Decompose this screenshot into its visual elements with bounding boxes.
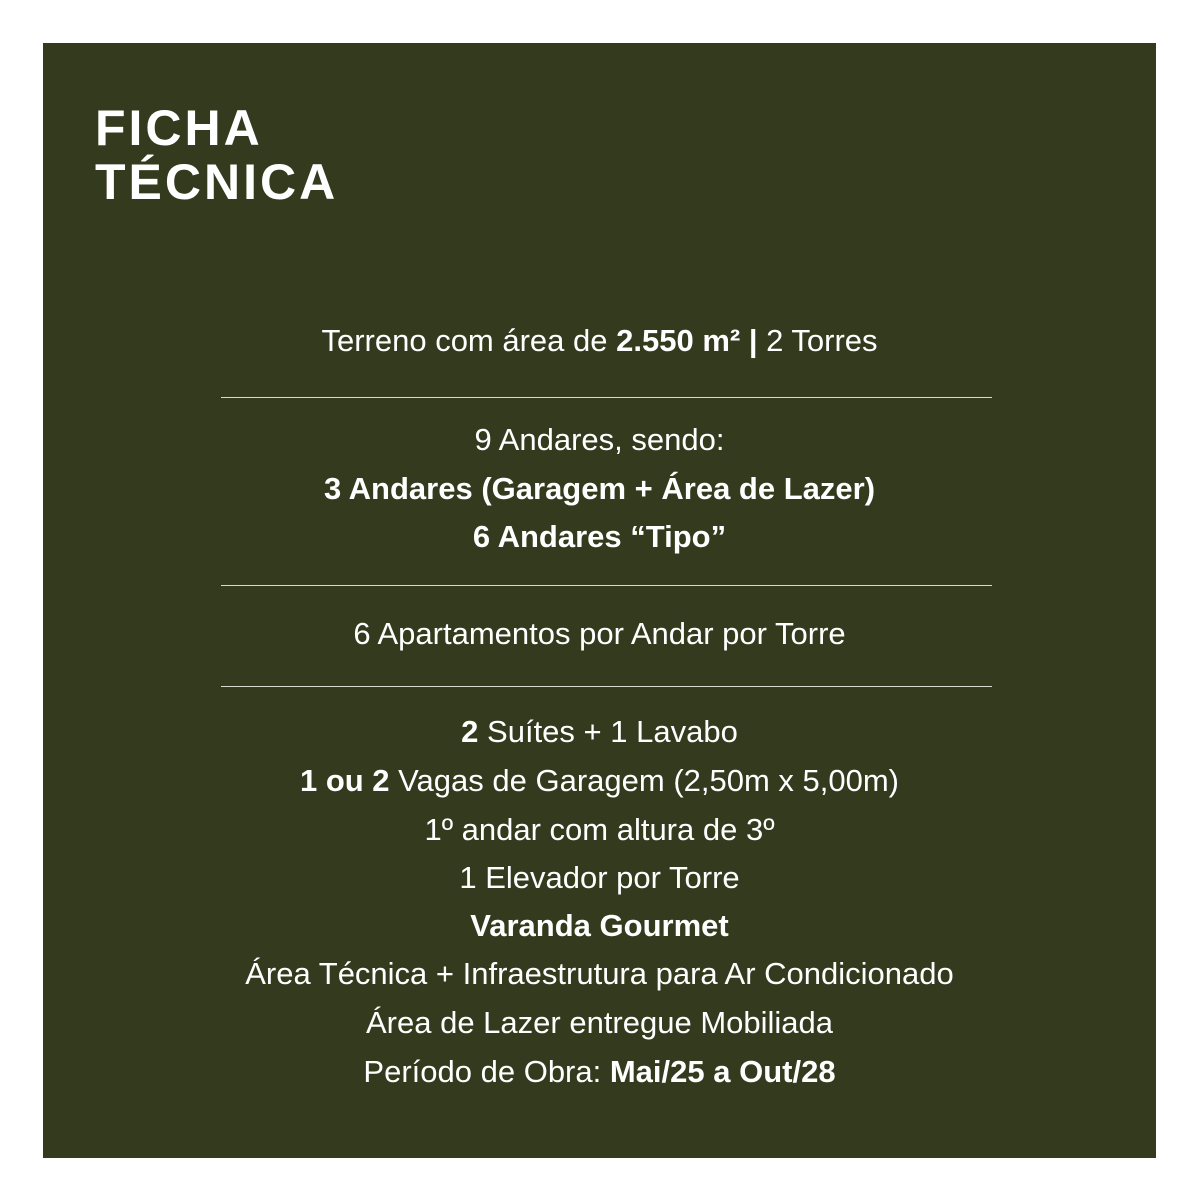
andares-item-1: [43, 471, 1156, 507]
vagas-text: Vagas de Garagem (2,50m x 5,00m): [389, 763, 900, 798]
terreno-separator: |: [740, 323, 767, 358]
spec-sheet-panel: [43, 43, 1156, 1158]
suites-text: Suítes + 1 Lavabo: [478, 714, 738, 749]
elevador-line: 1 Elevador por Torre: [459, 860, 740, 895]
title-line-2: TÉCNICA: [95, 154, 339, 210]
varanda-text: Varanda Gourmet: [470, 908, 729, 943]
andares-intro: 9 Andares, sendo:: [474, 422, 725, 457]
divider-2: [221, 585, 992, 586]
apartamentos-line: 6 Apartamentos por Andar por Torre: [353, 616, 846, 651]
terreno-line: [43, 323, 1156, 359]
lazer-line: Área de Lazer entregue Mobiliada: [365, 1005, 834, 1040]
area-tecnica-line: Área Técnica + Infraestrutura para Ar Condicionado: [245, 956, 954, 991]
terreno-towers: 2 Torres: [766, 323, 878, 358]
periodo-label: Período de Obra:: [363, 1054, 610, 1089]
primeiro-andar-line: 1º andar com altura de 3º: [424, 812, 775, 847]
andares-item-2: [43, 519, 1156, 555]
page-title: [95, 101, 338, 209]
title-line-1: FICHA: [95, 100, 263, 156]
suites-count: 2: [461, 714, 479, 749]
divider-3: [221, 686, 992, 687]
vagas-count: 1 ou 2: [299, 763, 390, 798]
vagas-line: [43, 763, 1156, 799]
periodo-line: [43, 1054, 1156, 1090]
varanda-line: [43, 908, 1156, 944]
periodo-value: Mai/25 a Out/28: [609, 1054, 836, 1089]
terreno-prefix: Terreno com área de: [321, 323, 617, 358]
andares-item-1-text: 3 Andares (Garagem + Área de Lazer): [323, 471, 876, 506]
andares-item-2-text: 6 Andares “Tipo”: [472, 519, 727, 554]
terreno-area: 2.550 m²: [616, 323, 741, 358]
divider-1: [221, 397, 992, 398]
suites-line: [43, 714, 1156, 750]
